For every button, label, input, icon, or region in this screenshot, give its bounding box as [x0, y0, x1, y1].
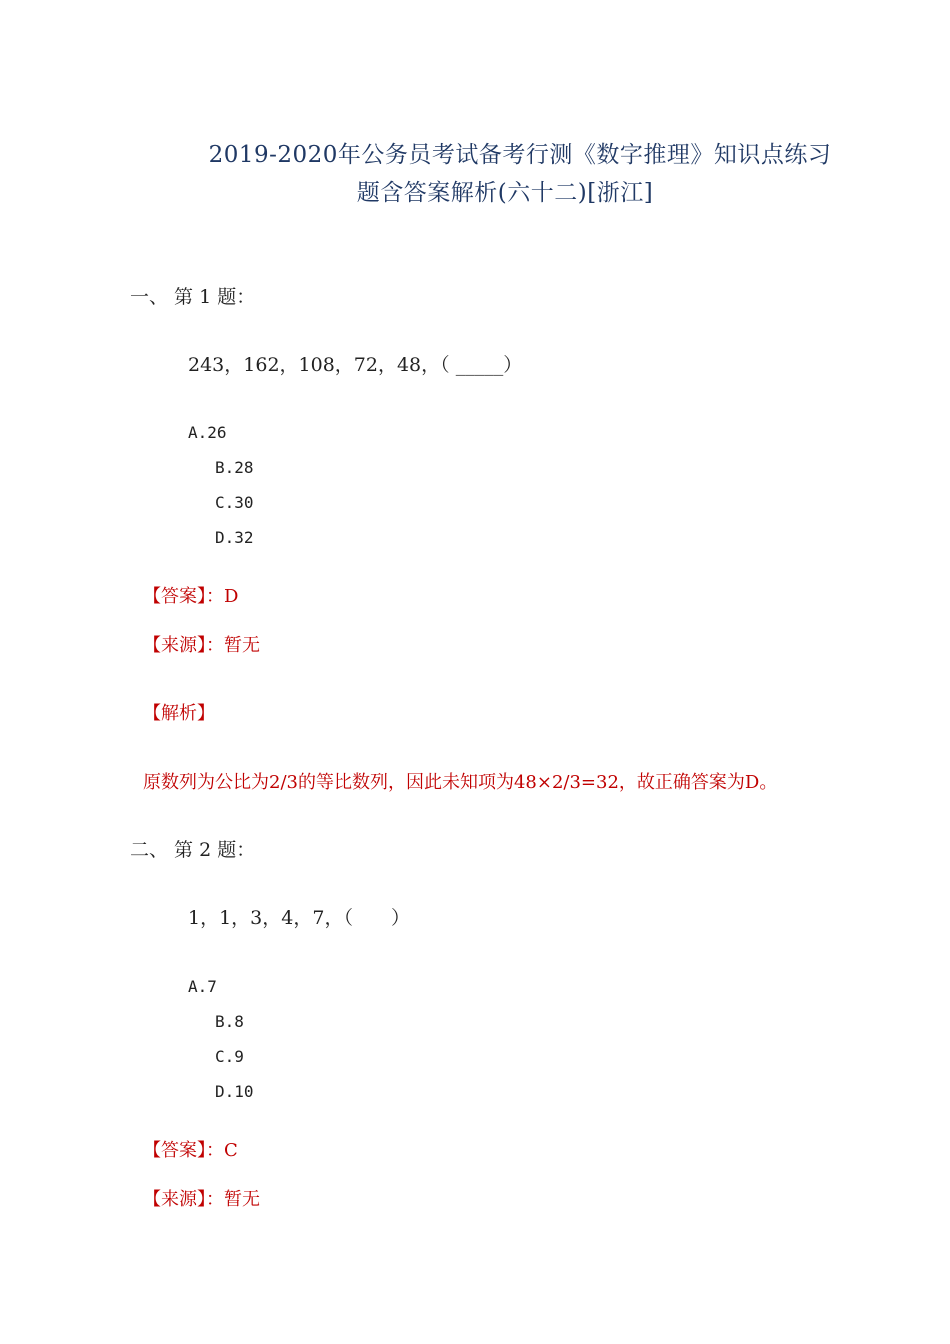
question-2-answer: 【答案】：C: [143, 1140, 238, 1161]
document-title-line-2: 题含答案解析(六十二)[浙江]: [356, 180, 654, 206]
question-2-source: 【来源】：暂无: [143, 1189, 260, 1210]
question-1-option-d: D.32: [215, 528, 254, 547]
question-1-option-c: C.30: [215, 493, 254, 512]
question-1-answer: 【答案】：D: [143, 586, 239, 607]
document-title-line-1: 2019-2020年公务员考试备考行测《数字推理》知识点练习: [208, 142, 832, 168]
question-2-stem: 1，1，3，4，7，（ ）: [188, 907, 410, 929]
question-2-option-a: A.7: [188, 977, 217, 996]
question-2-option-d: D.10: [215, 1082, 254, 1101]
question-2-option-c: C.9: [215, 1047, 244, 1066]
question-1-heading: 一、 第 1 题：: [130, 286, 256, 308]
question-1-stem: 243，162，108，72，48，（ _____）: [188, 354, 523, 376]
question-1-option-a: A.26: [188, 423, 227, 442]
question-1-analysis-label: 【解析】: [143, 703, 215, 724]
question-2-heading: 二、 第 2 题：: [130, 839, 256, 861]
question-1-option-b: B.28: [215, 458, 254, 477]
question-1-analysis: 原数列为公比为2/3的等比数列，因此未知项为48×2/3=32，故正确答案为D。: [143, 772, 778, 793]
question-1-source: 【来源】：暂无: [143, 635, 260, 656]
question-2-option-b: B.8: [215, 1012, 244, 1031]
